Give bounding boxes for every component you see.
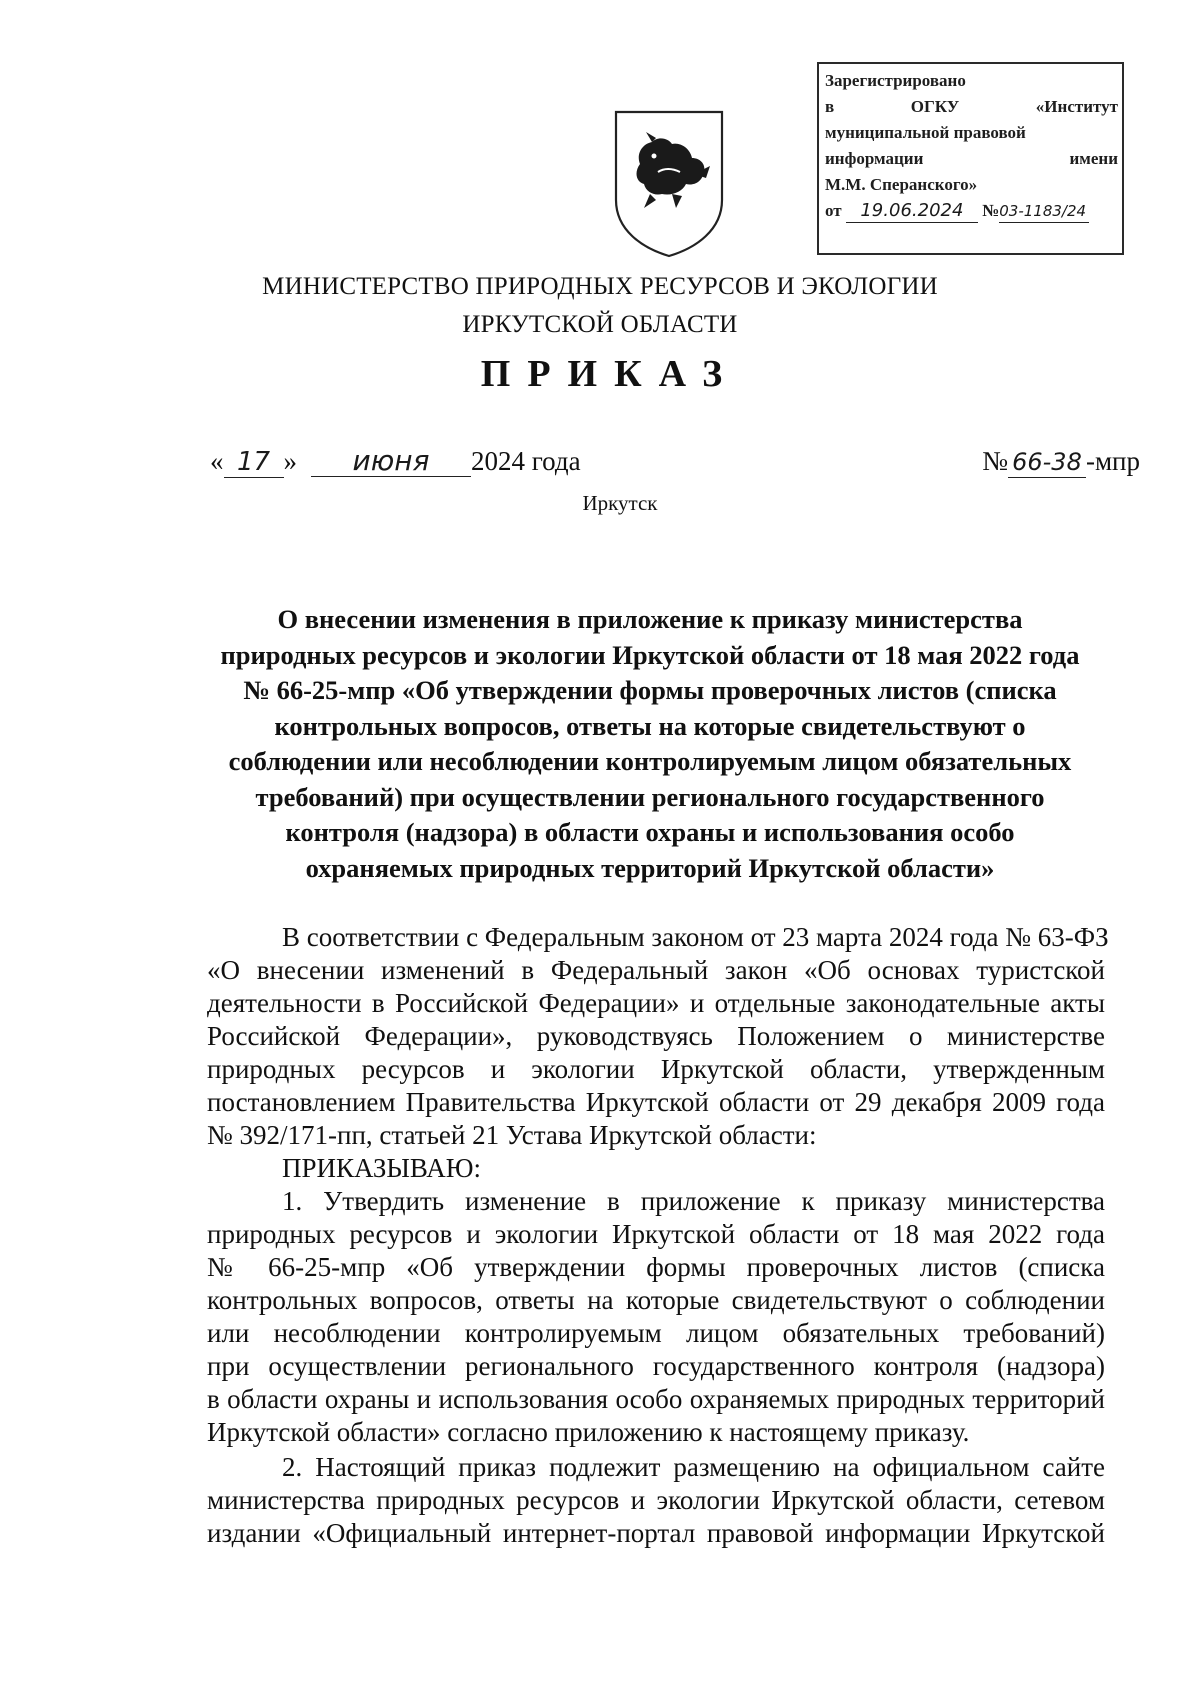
body-line: природных ресурсов и экологии Иркутской области от 18 мая 2022 года [207,1219,1105,1249]
order-day-handwritten: 17 [224,447,284,478]
stamp-text: в [825,97,835,116]
stamp-number-handwritten: 03-1183/24 [999,200,1089,223]
title-line: О внесении изменения в приложение к приказу министерства [277,604,1023,634]
stamp-text: имени [1069,149,1118,168]
title-line: соблюдении или несоблюдении контролируемым лицом обязательных [228,746,1072,776]
body-line: в области охраны и использования особо охраняемых природных территорий [207,1384,1105,1414]
body-line: постановлением Правительства Иркутской области от 29 декабря 2009 года [207,1087,1105,1117]
title-line: природных ресурсов и экологии Иркутской области от 18 мая 2022 года [220,639,1080,670]
stamp-line: М.М. Сперанского» [825,175,978,194]
stamp-date-prefix: от [825,201,842,220]
title-line: № 66-25-мпр «Об утверждении формы проверочных листов (списка [243,675,1057,705]
stamp-line: Зарегистрировано [825,71,966,90]
quote-open: « [210,446,224,476]
stamp-num-prefix: № [982,201,1000,220]
body-line: при осуществлении регионального государственного контроля (надзора) [207,1351,1105,1381]
stamp-text: «Институт [1035,97,1118,116]
document-type-heading: ПРИКАЗ [480,353,740,395]
body-line: 2. Настоящий приказ подлежит размещению на официальном сайте [282,1452,1105,1482]
body-line: 1. Утвердить изменение в приложение к приказу министерства [282,1186,1105,1216]
stamp-line [825,146,1118,172]
title-line: контрольных вопросов, ответы на которые свидетельствуют о [274,710,1026,741]
body-line: издании «Официальный интернет-портал правовой информации Иркутской [207,1518,1105,1548]
ministry-name-line1: МИНИСТЕРСТВО ПРИРОДНЫХ РЕСУРСОВ И ЭКОЛОГИИ [262,273,938,300]
body-line: Российской Федерации», руководствуясь Положением о министерстве [207,1021,1105,1051]
title-line: контроля (надзора) в области охраны и использования особо [285,817,1015,847]
stamp-date-handwritten: 19.06.2024 [846,200,978,223]
quote-close: » [283,446,297,476]
order-month-handwritten: июня [311,446,471,477]
ministry-name-line2: ИРКУТСКОЙ ОБЛАСТИ [462,311,738,338]
body-line: № 66-25-мпр «Об утверждении формы проверочных листов (списка [207,1252,1105,1282]
body-line: министерства природных ресурсов и экологии Иркутской области, сетевом [207,1485,1105,1515]
order-city: Иркутск [582,491,658,515]
order-title [195,602,1105,886]
body-line: или несоблюдении контролируемым лицом обязательных требований) [207,1318,1105,1348]
body-line: контрольных вопросов, ответы на которые свидетельствуют о соблюдении [207,1285,1105,1315]
stamp-line [825,94,1118,120]
body-line: деятельности в Российской Федерации» и отдельные законодательные акты [207,988,1105,1018]
order-year: 2024 года [471,446,581,476]
body-line: № 392/171-пп, статьей 21 Устава Иркутской области: [207,1120,817,1150]
title-line: охраняемых природных территорий Иркутской области» [305,852,995,883]
order-number-prefix: № [982,446,1008,476]
order-date [210,446,581,478]
order-directive: ПРИКАЗЫВАЮ: [282,1153,481,1183]
order-number-suffix: -мпр [1085,446,1140,476]
stamp-line: муниципальной правовой [825,123,1026,142]
body-line: «О внесении изменений в Федеральный закон «Об основах туристской [207,955,1105,985]
stamp-registration-line [825,198,1118,224]
coat-of-arms-icon [610,108,728,260]
registration-stamp [817,62,1124,255]
order-number [982,446,1140,478]
body-line: Иркутской области» согласно приложению к настоящему приказу. [207,1417,970,1447]
title-line: требований) при осуществлении регионального государственного [255,781,1045,812]
stamp-text: ОГКУ [910,97,960,116]
body-line: В соответствии с Федеральным законом от 23 марта 2024 года № 63-ФЗ [282,922,1109,952]
order-number-handwritten: 66-38 [1008,447,1086,478]
body-line: природных ресурсов и экологии Иркутской области, утвержденным [207,1054,1105,1084]
stamp-text: информации [825,149,924,168]
